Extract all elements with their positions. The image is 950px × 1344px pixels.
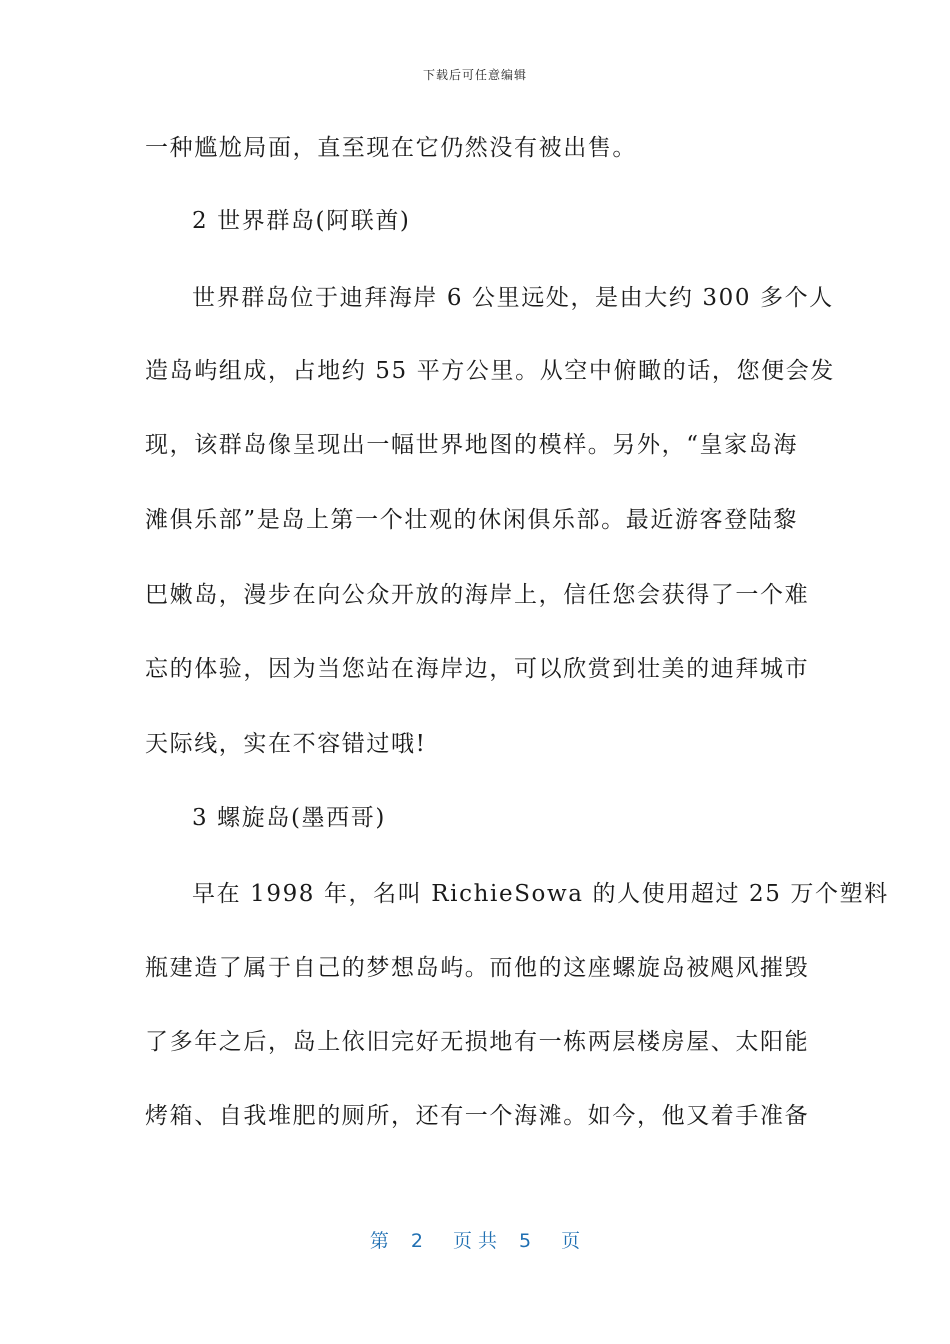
paragraph-line: 造岛屿组成，占地约 55 平方公里。从空中俯瞰的话，您便会发	[145, 358, 835, 384]
paragraph-line: 天际线，实在不容错过哦!	[145, 731, 427, 757]
paragraph-line: 了多年之后，岛上依旧完好无损地有一栋两层楼房屋、太阳能	[145, 1029, 810, 1055]
paragraph-line: 忘的体验，因为当您站在海岸边，可以欣赏到壮美的迪拜城市	[145, 656, 810, 682]
total-pages-number: 5	[519, 1230, 532, 1252]
paragraph-line: 早在 1998 年，名叫 RichieSowa 的人使用超过 25 万个塑料	[192, 881, 889, 907]
footer-middle: 页 共	[452, 1230, 498, 1252]
paragraph-line: 瓶建造了属于自己的梦想岛屿。而他的这座螺旋岛被飓风摧毁	[145, 955, 810, 981]
paragraph-line: 巴嫩岛，漫步在向公众开放的海岸上，信任您会获得了一个难	[145, 582, 810, 608]
section-heading: 2 世界群岛(阿联酋)	[192, 208, 411, 234]
paragraph-line: 滩俱乐部”是岛上第一个壮观的休闲俱乐部。最近游客登陆黎	[145, 507, 798, 533]
footer-prefix: 第	[369, 1230, 389, 1252]
footer-suffix: 页	[561, 1230, 581, 1252]
paragraph-line: 世界群岛位于迪拜海岸 6 公里远处，是由大约 300 多个人	[192, 285, 834, 311]
paragraph-line: 现，该群岛像呈现出一幅世界地图的模样。另外，“皇家岛海	[145, 432, 798, 458]
page-header-note: 下载后可任意编辑	[422, 68, 527, 82]
page-footer	[0, 1226, 950, 1253]
current-page-number: 2	[410, 1230, 423, 1252]
paragraph-line: 一种尴尬局面，直至现在它仍然没有被出售。	[145, 135, 637, 161]
paragraph-line: 烤箱、自我堆肥的厕所，还有一个海滩。如今，他又着手准备	[145, 1103, 810, 1129]
section-heading: 3 螺旋岛(墨西哥)	[192, 805, 386, 831]
